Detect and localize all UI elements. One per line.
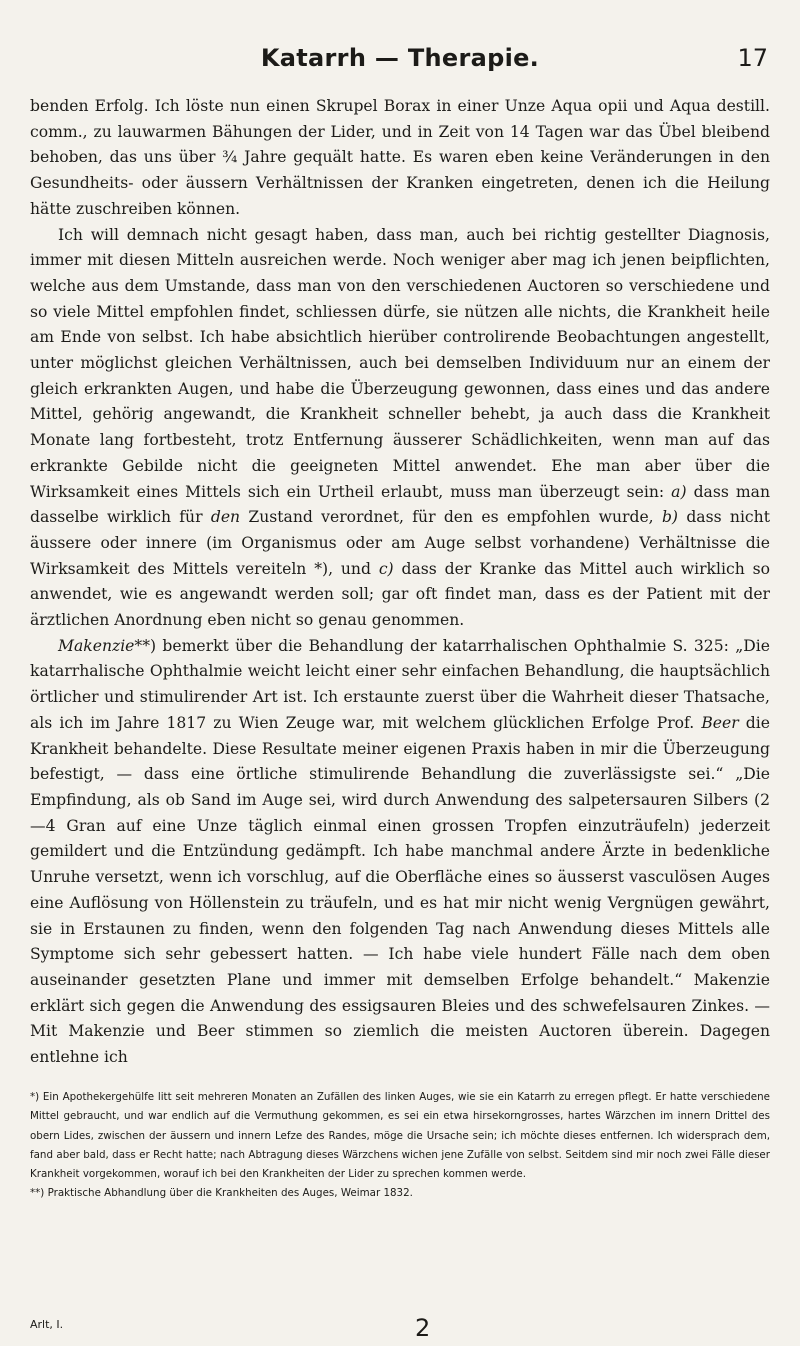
- running-title: Katarrh — Therapie.: [260, 44, 540, 72]
- enum-b: b): [661, 508, 679, 527]
- enum-c: c): [378, 559, 394, 578]
- page-header: [30, 40, 770, 86]
- paragraph-3-text-b: die Krankheit behandelte. Diese Resultate meiner eigenen Praxis haben in mir die Überzeugung befestigt, — dass eine örtliche stimulirende Behandlung die zuverlässigste sei.“ „Die Empfindung, als ob Sand im Auge sei, wird durch Anwendung des salpetersauren Silbers (2—4 Gran auf eine Unze täglich einmal einen grossen Tropfen einzuträufeln) jederzeit gemildert und die Entzündung gedämpft. Ich habe manchmal andere Ärzte in bedenkliche Unruhe versetzt, wenn ich vorschlug, auf die Oberfläche eines so äusserst vasculösen Auges eine Auflösung von Höllenstein zu träufeln, und es hat mir nicht wenig Vergnügen gewährt, sie in Erstaunen zu finden, wenn den folgenden Tag nach Anwendung dieses Mittels alle Symptome sich sehr gebessert hatten. — Ich habe viele hundert Fälle nach dem oben auseinander gesetzten Plane und immer mit demselben Erfolge behandelt.“ Makenzie erklärt sich gegen die Anwendung des essigsauren Bleies und des schwefelsauren Zinkes. — Mit Makenzie und Beer stimmen so ziemlich die meisten Auctoren überein. Dagegen entlehne ich: [30, 713, 770, 1067]
- paragraph-3: [30, 634, 770, 1071]
- footnotes: [30, 1088, 770, 1204]
- paragraph-3-text-a: **) bemerkt über die Behandlung der katarrhalischen Ophthalmie S. 325: „Die katarrhalische Ophthalmie weicht leicht einer sehr einfachen Behandlung, die hauptsächlich örtlicher und stimulirender Art ist. Ich erstaunte zuerst über die Wahrheit dieser Thatsache, als ich im Jahre 1817 zu Wien Zeuge war, mit welchem glücklichen Erfolge Prof.: [30, 636, 770, 732]
- emphasis-den: den: [210, 508, 241, 527]
- main-text: [30, 94, 770, 1071]
- sheet-number: 2: [415, 1314, 431, 1342]
- paragraph-1: benden Erfolg. Ich löste nun einen Skrupel Borax in einer Unze Aqua opii und Aqua destill. comm., zu lauwarmen Bähungen der Lider, und in Zeit von 14 Tagen war das Übel bleibend behoben, das uns über ¾ Jahre gequält hatte. Es waren eben keine Veränderungen in den Gesundheits- oder äussern Verhältnissen der Kranken eingetreten, denen ich die Heilung hätte zuschreiben können.: [30, 97, 770, 218]
- footnote-2: **) Praktische Abhandlung über die Krankheiten des Auges, Weimar 1832.: [30, 1187, 413, 1200]
- author-beer: Beer: [701, 713, 739, 732]
- enum-a: a): [671, 482, 687, 501]
- paragraph-2-text-e: dass der Kranke das Mittel auch wirklich so anwendet, wie es angewandt werden soll; gar oft findet man, dass es der Patient mit der ärztlichen Anordnung eben nicht so genau genommen.: [30, 559, 770, 630]
- paragraph-2: [30, 223, 770, 634]
- book-page: [30, 40, 770, 1342]
- paragraph-2-text-b: dass man dasselbe wirklich für: [30, 482, 770, 527]
- page-footer: [30, 1314, 770, 1346]
- footnote-1: *) Ein Apothekergehülfe litt seit mehreren Monaten an Zufällen des linken Auges, wie sie ein Katarrh zu erregen pflegt. Er hatte verschiedene Mittel gebraucht, und war endlich auf die Vermuthung gekommen, es sei ein etwa hirsekorngrosses, hartes Wärzchen im innern Drittel des obern Lides, zwischen der äussern und innern Lefze des Randes, möge die Ursache sein; ich möchte dieses entfernen. Ich widersprach dem, fand aber bald, dass er Recht hatte; nach Abtragung dieses Wärzchens wichen jene Zufälle von selbst. Seitdem sind mir noch zwei Fälle dieser Krankheit vorgekommen, worauf ich bei den Krankheiten der Lider zu sprechen kommen werde.: [30, 1091, 770, 1181]
- author-makenzie: Makenzie: [58, 636, 135, 655]
- signature-mark: Arlt, I.: [30, 1318, 64, 1331]
- page-number: 17: [737, 44, 768, 72]
- paragraph-2-text-a: Ich will demnach nicht gesagt haben, dass man, auch bei richtig gestellter Diagnosis, immer mit diesen Mitteln ausreichen werde. Noch weniger aber mag ich jenen beipflichten, welche aus dem Umstande, dass man von den verschiedenen Auctoren so verschiedene und so viele Mittel empfohlen findet, schliessen dürfe, sie nützen alle nichts, die Krankheit heile am Ende von selbst. Ich habe absichtlich hierüber controlirende Beobachtungen angestellt, unter möglichst gleichen Verhältnissen, auch bei demselben Individuum nur an einem der gleich erkrankten Augen, und habe die Überzeugung gewonnen, dass eines und das andere Mittel, gehörig angewandt, die Krankheit schneller behebt, ja auch dass die Krankheit Monate lang fortbesteht, trotz Entfernung äusserer Schädlichkeiten, wenn man auf das erkrankte Gebilde nicht die geeigneten Mittel anwendet. Ehe man aber über die Wirksamkeit eines Mittels sich ein Urtheil erlaubt, muss man überzeugt sein:: [30, 225, 770, 501]
- paragraph-2-text-c: Zustand verordnet, für den es empfohlen wurde,: [248, 508, 654, 527]
- paragraph-2-text-d: dass nicht äussere oder innere (im Organismus oder am Auge selbst vorhandene) Verhältnisse die Wirksamkeit des Mittels vereiteln *), und: [30, 508, 770, 578]
